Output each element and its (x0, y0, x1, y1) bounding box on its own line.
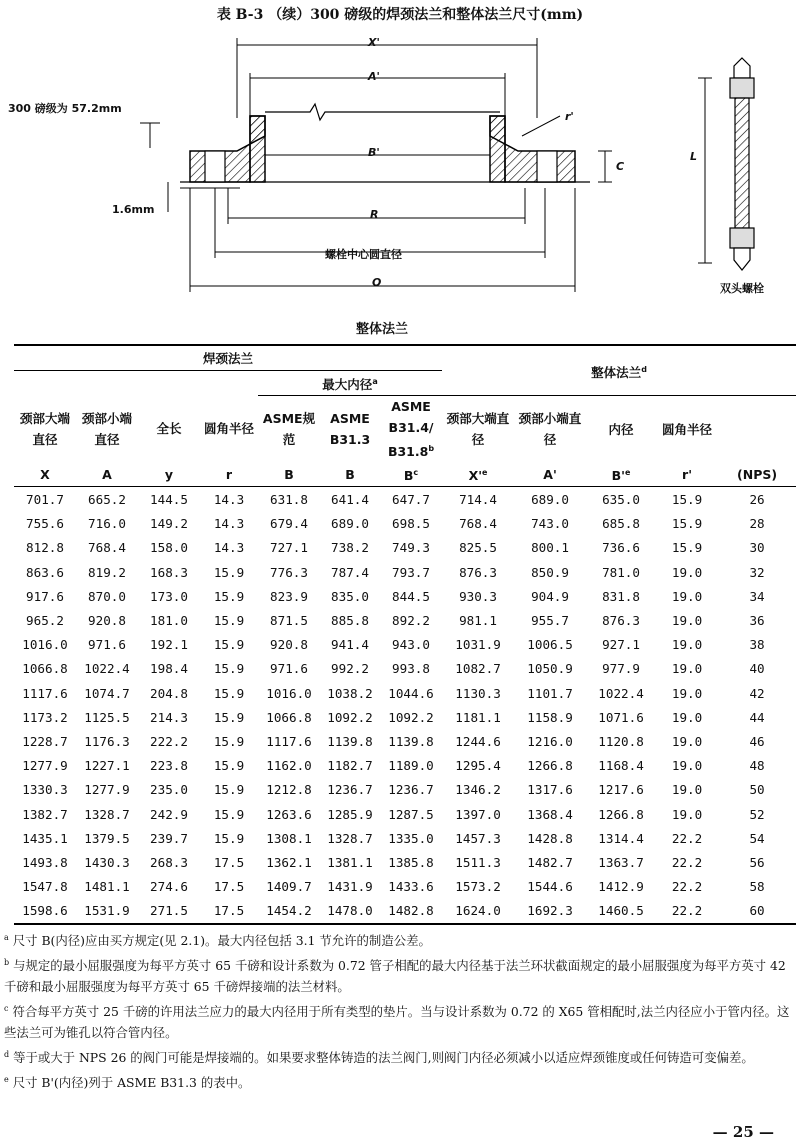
table-row (14, 560, 796, 584)
table-cell: 271.5 (138, 899, 200, 924)
table-cell: 689.0 (531, 492, 569, 508)
table-cell: 40 (749, 661, 765, 677)
table-cell: 22.2 (671, 879, 703, 895)
table-cell: 19.0 (671, 613, 703, 628)
table-cell: 1050.9 (527, 661, 573, 677)
table-cell: 14.3 (213, 492, 245, 508)
table-cell: 701.7 (26, 492, 64, 508)
table-cell: 36 (749, 613, 765, 628)
table-cell: 781.0 (602, 564, 640, 580)
table-cell: 48 (749, 758, 765, 774)
table-cell: 1531.9 (76, 899, 138, 924)
table-cell: 1038.2 (327, 685, 373, 701)
table-cell: 1139.8 (388, 733, 434, 749)
table-cell: 1409.7 (266, 879, 312, 895)
table-cell: 993.8 (392, 661, 430, 677)
table-cell: 1031.9 (455, 637, 501, 653)
table-cell: 1182.7 (327, 758, 373, 774)
table-cell: 1266.8 (598, 806, 644, 822)
table-cell: 1573.2 (455, 879, 501, 895)
table-cell: 60 (718, 899, 796, 924)
table-cell: 19.0 (671, 637, 703, 653)
table-cell: 158.0 (150, 540, 188, 556)
table-cell: 1295.4 (455, 758, 501, 774)
page-number: — 25 — (712, 1123, 774, 1141)
col-symbol: A (76, 462, 138, 487)
table-cell: 793.7 (392, 564, 430, 580)
table-cell: 173.0 (150, 588, 188, 604)
table-cell: 755.6 (26, 516, 64, 532)
table-cell: 15.9 (213, 588, 245, 604)
table-cell: 917.6 (26, 588, 64, 604)
col-symbol: B (320, 462, 380, 487)
table-cell: 1266.8 (527, 758, 573, 774)
table-cell: 776.3 (270, 564, 308, 580)
table-cell: 665.2 (88, 492, 126, 508)
table-cell: 965.2 (26, 613, 64, 628)
table-cell: 825.5 (459, 540, 497, 556)
table-row (14, 657, 796, 681)
table-cell: 743.0 (531, 516, 569, 532)
table-cell: 1382.7 (22, 806, 68, 822)
bolt-circle-label: 螺栓中心圆直径 (325, 248, 402, 261)
table-cell: 1457.3 (455, 830, 501, 846)
table-cell: 679.4 (270, 516, 308, 532)
table-cell: 19.0 (671, 806, 703, 822)
table-cell: 955.7 (531, 613, 569, 628)
dim-l: L (690, 150, 698, 163)
table-cell: 22.2 (656, 899, 718, 924)
table-cell: 42 (749, 685, 765, 701)
table-cell: 1481.1 (84, 879, 130, 895)
table-cell: 1493.8 (22, 854, 68, 870)
table-cell: 1022.4 (84, 661, 130, 677)
table-cell: 1130.3 (455, 685, 501, 701)
label-1-6mm: 1.6mm (112, 203, 155, 216)
table-cell: 1016.0 (22, 637, 68, 653)
table-cell: 736.6 (602, 540, 640, 556)
table-cell: 268.3 (150, 854, 188, 870)
table-cell: 1362.1 (266, 854, 312, 870)
col-header: 内径 (608, 421, 634, 437)
footnote-b: $^b$ 与规定的最小屈服强度为每平方英寸 65 千磅和设计系数为 0.72 管子相配的最大内径基于法兰环状截面规定的最小屈服强度为每平方英寸 42 千磅和最小屈服强度为每平方英寸 65 千磅焊接端的法兰材料。 (4, 957, 786, 995)
col-symbol: r' (656, 462, 718, 487)
table-cell: 17.5 (200, 899, 258, 924)
table-cell: 647.7 (392, 492, 430, 508)
col-symbol: r (200, 462, 258, 487)
table-cell: 1168.4 (598, 758, 644, 774)
table-cell: 892.2 (392, 613, 430, 628)
table-cell: 1412.9 (598, 879, 644, 895)
table-cell: 144.5 (150, 492, 188, 508)
table-cell: 1454.2 (258, 899, 320, 924)
table-row (14, 754, 796, 778)
table-cell: 1117.6 (22, 685, 68, 701)
dim-a-prime: A' (368, 70, 380, 83)
table-cell: 943.0 (392, 637, 430, 653)
table-cell: 1433.6 (388, 879, 434, 895)
table-cell: 28 (749, 516, 765, 532)
max-bore-header: 最大内径$^a$ (258, 371, 442, 396)
table-cell: 1236.7 (327, 782, 373, 798)
table-cell: 1277.9 (84, 782, 130, 798)
table-cell: 26 (749, 492, 765, 508)
table-cell: 1082.7 (455, 661, 501, 677)
table-cell: 1139.8 (327, 733, 373, 749)
table-cell: 15.9 (213, 733, 245, 749)
table-cell: 15.9 (671, 492, 703, 508)
table-cell: 14.3 (213, 540, 245, 556)
table-cell: 927.1 (602, 637, 640, 653)
table-cell: 885.8 (331, 613, 369, 628)
table-cell: 1328.7 (327, 830, 373, 846)
group-header-integral: 整体法兰$^d$ (442, 345, 796, 396)
table-cell: 1117.6 (266, 733, 312, 749)
table-cell: 204.8 (150, 685, 188, 701)
flange-dimension-table (14, 344, 796, 925)
col-symbol: $B^c$ (380, 462, 442, 487)
table-cell: 1212.8 (266, 782, 312, 798)
table-cell: 198.4 (150, 661, 188, 677)
table-row (14, 633, 796, 657)
table-cell: 1227.1 (84, 758, 130, 774)
table-cell: 19.0 (671, 588, 703, 604)
table-cell: 192.1 (150, 637, 188, 653)
table-cell: 15.9 (213, 806, 245, 822)
col-header: 颈部大端直径 (446, 411, 510, 448)
table-cell: 870.0 (88, 588, 126, 604)
table-cell: 1285.9 (327, 806, 373, 822)
table-cell: 1120.8 (598, 733, 644, 749)
table-cell: 15.9 (213, 709, 245, 725)
table-cell: 19.0 (671, 661, 703, 677)
table-cell: 52 (749, 806, 765, 822)
table-cell: 56 (749, 854, 765, 870)
dim-r-prime: r' (565, 110, 574, 123)
table-cell: 1544.6 (527, 879, 573, 895)
table-cell: 1460.5 (586, 899, 656, 924)
table-cell: 242.9 (150, 806, 188, 822)
table-cell: 38 (749, 637, 765, 653)
table-cell: 835.0 (331, 588, 369, 604)
table-row (14, 705, 796, 729)
table-cell: 930.3 (459, 588, 497, 604)
table-cell: 904.9 (531, 588, 569, 604)
table-cell: 58 (749, 879, 765, 895)
table-cell: 641.4 (331, 492, 369, 508)
table-cell: 15.9 (213, 613, 245, 628)
table-row (14, 487, 796, 512)
table-cell: 15.9 (213, 830, 245, 846)
col-symbol: X (14, 462, 76, 487)
table-cell: 812.8 (26, 540, 64, 556)
table-row (14, 512, 796, 536)
table-cell: 1363.7 (598, 854, 644, 870)
table-cell: 19.0 (671, 782, 703, 798)
table-cell: 1314.4 (598, 830, 644, 846)
table-cell: 1181.1 (455, 709, 501, 725)
table-cell: 800.1 (531, 540, 569, 556)
table-cell: 1346.2 (455, 782, 501, 798)
table-cell: 214.3 (150, 709, 188, 725)
table-cell: 15.9 (213, 661, 245, 677)
table-cell: 15.9 (213, 685, 245, 701)
table-cell: 274.6 (150, 879, 188, 895)
table-cell: 19.0 (671, 685, 703, 701)
table-cell: 787.4 (331, 564, 369, 580)
table-row (14, 778, 796, 802)
table-cell: 1244.6 (455, 733, 501, 749)
table-cell: 17.5 (213, 854, 245, 870)
integral-flange-title: 整体法兰 (356, 322, 409, 337)
table-cell: 971.6 (88, 637, 126, 653)
table-cell: 876.3 (602, 613, 640, 628)
table-cell: 30 (749, 540, 765, 556)
col-symbol: A' (514, 462, 586, 487)
col-symbol: (NPS) (718, 462, 796, 487)
table-cell: 1236.7 (388, 782, 434, 798)
table-cell: 863.6 (26, 564, 64, 580)
table-cell: 1162.0 (266, 758, 312, 774)
table-row (14, 899, 796, 924)
table-cell: 716.0 (88, 516, 126, 532)
table-cell: 1330.3 (22, 782, 68, 798)
table-cell: 19.0 (671, 733, 703, 749)
table-cell: 1397.0 (455, 806, 501, 822)
table-cell: 1228.7 (22, 733, 68, 749)
table-cell: 971.6 (270, 661, 308, 677)
table-row (14, 681, 796, 705)
footnote-a: $^a$ 尺寸 B(内径)应由买方规定(见 2.1)。最大内径包括 3.1 节允许的制造公差。 (4, 933, 431, 949)
table-cell: 1431.9 (327, 879, 373, 895)
col-header (718, 396, 796, 463)
table-cell: 1071.6 (598, 709, 644, 725)
table-cell: 871.5 (270, 613, 308, 628)
table-cell: 1335.0 (388, 830, 434, 846)
table-cell: 1435.1 (22, 830, 68, 846)
table-cell: 223.8 (150, 758, 188, 774)
col-header: 颈部小端直径 (518, 411, 582, 448)
table-cell: 727.1 (270, 540, 308, 556)
footnote-e: $^e$ 尺寸 B'(内径)列于 ASME B31.3 的表中。 (4, 1074, 251, 1090)
col-header: 圆角半径 (203, 421, 254, 437)
col-symbol: $B'^e$ (586, 462, 656, 487)
table-cell: 15.9 (213, 758, 245, 774)
table-cell: 181.0 (150, 613, 188, 628)
table-cell: 876.3 (459, 564, 497, 580)
table-cell: 992.2 (331, 661, 369, 677)
table-cell: 941.4 (331, 637, 369, 653)
table-cell: 1263.6 (266, 806, 312, 822)
table-cell: 19.0 (671, 709, 703, 725)
table-cell: 920.8 (270, 637, 308, 653)
dim-r: R (370, 208, 379, 221)
table-cell: 19.0 (671, 564, 703, 580)
col-header: ASME规范 (262, 411, 316, 448)
col-symbol: $X'^e$ (442, 462, 514, 487)
table-cell: 222.2 (150, 733, 188, 749)
dim-b-prime: B' (368, 146, 380, 159)
table-cell: 1092.2 (388, 709, 434, 725)
table-cell: 50 (749, 782, 765, 798)
table-cell: 1598.6 (14, 899, 76, 924)
table-cell: 1044.6 (388, 685, 434, 701)
table-cell: 168.3 (150, 564, 188, 580)
table-cell: 768.4 (459, 516, 497, 532)
table-cell: 1482.7 (527, 854, 573, 870)
col-header: 颈部小端直径 (81, 410, 132, 447)
table-cell: 149.2 (150, 516, 188, 532)
table-cell: 19.0 (671, 758, 703, 774)
table-cell: 1317.6 (527, 782, 573, 798)
table-cell: 22.2 (671, 830, 703, 846)
table-cell: 15.9 (671, 516, 703, 532)
table-cell: 34 (749, 588, 765, 604)
table-cell: 17.5 (213, 879, 245, 895)
table-cell: 1016.0 (266, 685, 312, 701)
table-row (14, 536, 796, 560)
col-header: ASME B31.4/ B31.8$^b$ (387, 399, 435, 460)
table-cell: 1277.9 (22, 758, 68, 774)
table-cell: 749.3 (392, 540, 430, 556)
table-cell: 844.5 (392, 588, 430, 604)
table-cell: 981.1 (459, 613, 497, 628)
table-cell: 1328.7 (84, 806, 130, 822)
table-cell: 714.4 (459, 492, 497, 508)
footnotes (4, 927, 794, 1093)
stud-bolt-title: 双头螺栓 (720, 282, 764, 295)
table-cell: 1430.3 (84, 854, 130, 870)
table-cell: 1368.4 (527, 806, 573, 822)
table-cell: 14.3 (213, 516, 245, 532)
table-cell: 1308.1 (266, 830, 312, 846)
table-row (14, 874, 796, 898)
table-cell: 1624.0 (442, 899, 514, 924)
table-cell: 977.9 (602, 661, 640, 677)
col-header: 颈部大端直径 (19, 410, 70, 447)
table-cell: 1066.8 (22, 661, 68, 677)
table-cell: 1428.8 (527, 830, 573, 846)
table-cell: 1217.6 (598, 782, 644, 798)
table-cell: 15.9 (213, 782, 245, 798)
flange-drawing (0, 28, 800, 338)
table-row (14, 608, 796, 632)
table-cell: 1158.9 (527, 709, 573, 725)
col-header: ASME B31.3 (329, 411, 371, 448)
table-cell: 1006.5 (527, 637, 573, 653)
table-cell: 698.5 (392, 516, 430, 532)
table-cell: 1379.5 (84, 830, 130, 846)
table-cell: 1287.5 (388, 806, 434, 822)
table-cell: 1385.8 (388, 854, 434, 870)
table-cell: 15.9 (213, 564, 245, 580)
table-cell: 1022.4 (598, 685, 644, 701)
table-row (14, 802, 796, 826)
col-header: 全长 (156, 421, 182, 437)
table-cell: 1381.1 (327, 854, 373, 870)
table-cell: 689.0 (331, 516, 369, 532)
table-cell: 738.2 (331, 540, 369, 556)
table-cell: 46 (749, 733, 765, 749)
table-cell: 1101.7 (527, 685, 573, 701)
group-header-weld-neck: 焊颈法兰 (14, 345, 442, 371)
table-cell: 1511.3 (455, 854, 501, 870)
table-cell: 1478.0 (320, 899, 380, 924)
table-cell: 920.8 (88, 613, 126, 628)
table-cell: 831.8 (602, 588, 640, 604)
table-cell: 1176.3 (84, 733, 130, 749)
table-cell: 15.9 (213, 637, 245, 653)
table-row (14, 729, 796, 753)
table-cell: 22.2 (671, 854, 703, 870)
table-cell: 15.9 (671, 540, 703, 556)
table-cell: 768.4 (88, 540, 126, 556)
table-cell: 239.7 (150, 830, 188, 846)
col-header: 圆角半径 (662, 421, 713, 437)
table-cell: 631.8 (270, 492, 308, 508)
table-cell: 819.2 (88, 564, 126, 580)
table-cell: 1547.8 (22, 879, 68, 895)
table-row (14, 826, 796, 850)
table-cell: 235.0 (150, 782, 188, 798)
table-cell: 685.8 (602, 516, 640, 532)
table-cell: 54 (749, 830, 765, 846)
table-cell: 32 (749, 564, 765, 580)
table-caption: 表 B-3 （续）300 磅级的焊颈法兰和整体法兰尺寸(mm) (216, 7, 584, 23)
table-cell: 1125.5 (84, 709, 130, 725)
table-cell: 1074.7 (84, 685, 130, 701)
dim-c: C (616, 160, 625, 173)
table-cell: 1066.8 (266, 709, 312, 725)
table-row (14, 850, 796, 874)
table-cell: 1692.3 (514, 899, 586, 924)
table-cell: 1173.2 (22, 709, 68, 725)
dim-x-prime: X' (368, 36, 380, 49)
footnote-d: $^d$ 等于或大于 NPS 26 的阀门可能是焊接端的。如果要求整体铸造的法兰阀门,则阀门内径必须减小以适应焊颈锥度或任何铸造可变偏差。 (4, 1049, 754, 1065)
table-row (14, 584, 796, 608)
dim-o: O (372, 276, 382, 289)
table-cell: 1482.8 (380, 899, 442, 924)
col-symbol: y (138, 462, 200, 487)
table-cell: 1092.2 (327, 709, 373, 725)
table-cell: 823.9 (270, 588, 308, 604)
label-300-pound: 300 磅级为 57.2mm (8, 102, 122, 115)
footnote-c: $^c$ 符合每平方英寸 25 千磅的许用法兰应力的最大内径用于所有类型的垫片。当与设计系数为 0.72 的 X65 管相配时,法兰内径应小于管内径。这些法兰可为锥孔以符合管内径。 (4, 1003, 790, 1041)
table-cell: 1216.0 (527, 733, 573, 749)
table-cell: 44 (749, 709, 765, 725)
table-cell: 1189.0 (388, 758, 434, 774)
table-cell: 635.0 (602, 492, 640, 508)
col-symbol: B (258, 462, 320, 487)
table-cell: 850.9 (531, 564, 569, 580)
